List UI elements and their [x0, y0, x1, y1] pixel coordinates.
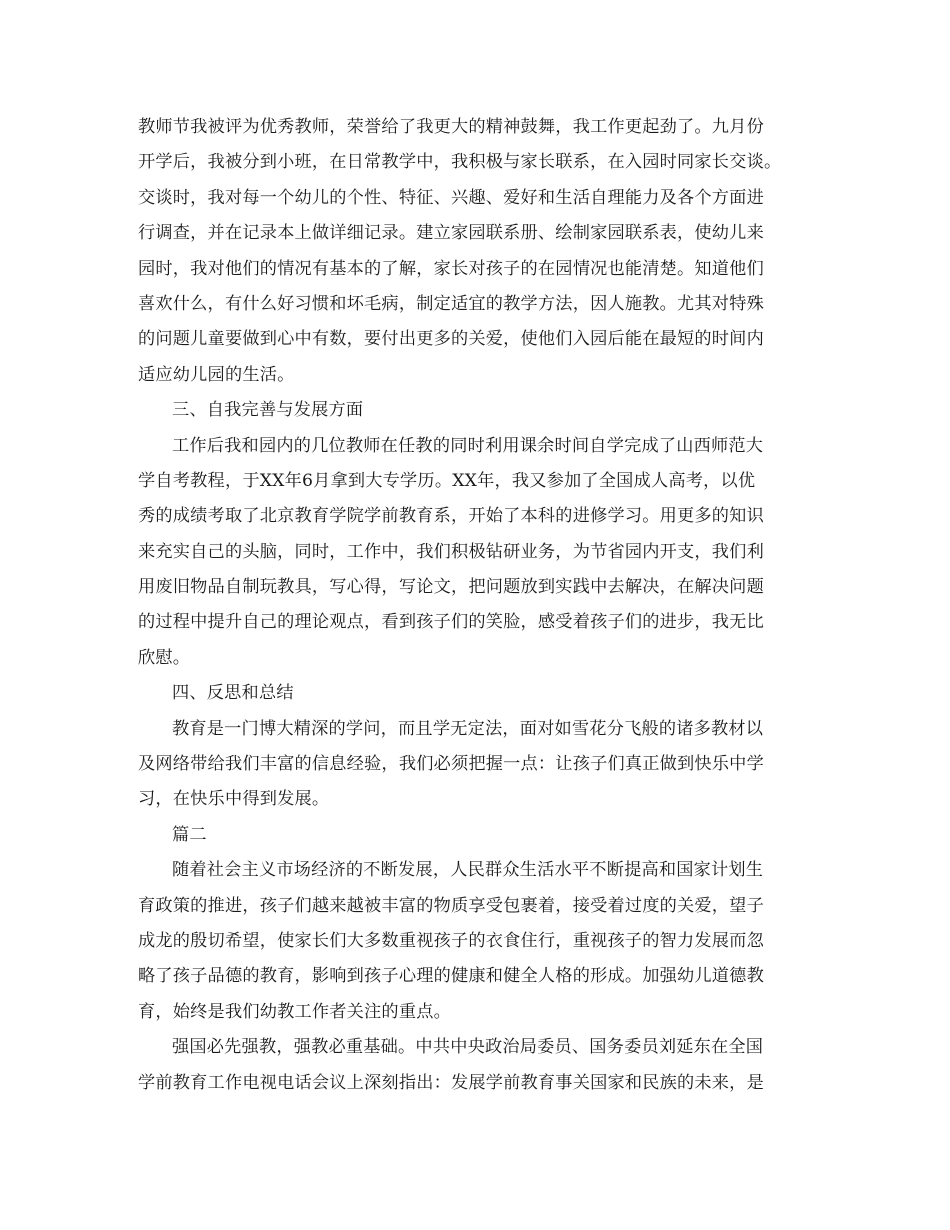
text-line: 育政策的推进，孩子们越来越被丰富的物质享受包裹着，接受着过度的关爱，望子 [138, 895, 764, 916]
text-line: 学前教育工作电视电话会议上深刻指出：发展学前教育事关国家和民族的未来，是 [138, 1072, 764, 1093]
text-line: 强国必先强教，强教必重基础。中共中央政治局委员、国务委员刘延东在全国 [172, 1037, 764, 1058]
text-line: 的过程中提升自己的理论观点，看到孩子们的笑脸，感受着孩子们的进步，我无比 [138, 612, 764, 633]
text-line: 及网络带给我们丰富的信息经验，我们必须把握一点：让孩子们真正做到快乐中学 [138, 754, 764, 775]
text-line: 教育是一门博大精深的学问，而且学无定法，面对如雪花分飞般的诸多教材以 [172, 718, 764, 739]
text-line: 园时，我对他们的情况有基本的了解，家长对孩子的在园情况也能清楚。知道他们 [138, 258, 764, 279]
text-line: 行调查，并在记录本上做详细记录。建立家园联系册、绘制家园联系表，使幼儿来 [138, 223, 764, 244]
text-line: 教师节我被评为优秀教师，荣誉给了我更大的精神鼓舞，我工作更起劲了。九月份 [138, 117, 764, 137]
text-line: 用废旧物品自制玩教具，写心得，写论文，把问题放到实践中去解决，在解决问题 [138, 577, 764, 598]
text-line: 的问题儿童要做到心中有数，要付出更多的关爱，使他们入园后能在最短的时间内 [138, 329, 764, 350]
text-line: 育，始终是我们幼教工作者关注的重点。 [138, 1001, 451, 1022]
text-line: 欣慰。 [138, 647, 191, 668]
text-line: 开学后，我被分到小班，在日常教学中，我积极与家长联系，在入园时同家长交谈。 [138, 152, 782, 173]
text-line: 学自考教程，于XX年6月拿到大专学历。XX年，我又参加了全国成人高考，以优 [138, 470, 756, 491]
text-line: 适应幼儿园的生活。 [138, 364, 295, 385]
text-line: 交谈时，我对每一个幼儿的个性、特征、兴趣、爱好和生活自理能力及各个方面进 [138, 187, 764, 208]
text-line: 篇二 [172, 824, 207, 845]
text-line: 略了孩子品德的教育，影响到孩子心理的健康和健全人格的形成。加强幼儿道德教 [138, 966, 764, 987]
text-line: 秀的成绩考取了北京教育学院学前教育系，开始了本科的进修学习。用更多的知识 [138, 506, 764, 527]
document-body [138, 110, 818, 1101]
text-line: 习，在快乐中得到发展。 [138, 789, 330, 810]
text-line: 来充实自己的头脑，同时，工作中，我们积极钻研业务，为节省园内开支，我们利 [138, 541, 764, 562]
text-line: 三、自我完善与发展方面 [172, 400, 364, 421]
text-line: 成龙的殷切希望，使家长们大多数重视孩子的衣食住行，重视孩子的智力发展而忽 [138, 930, 764, 951]
text-line: 四、反思和总结 [172, 683, 294, 704]
text-line: 随着社会主义市场经济的不断发展，人民群众生活水平不断提高和国家计划生 [172, 860, 764, 881]
text-line: 工作后我和园内的几位教师在任教的同时利用课余时间自学完成了山西师范大 [172, 435, 764, 456]
text-line: 喜欢什么，有什么好习惯和坏毛病，制定适宜的教学方法，因人施教。尤其对特殊 [138, 293, 764, 314]
